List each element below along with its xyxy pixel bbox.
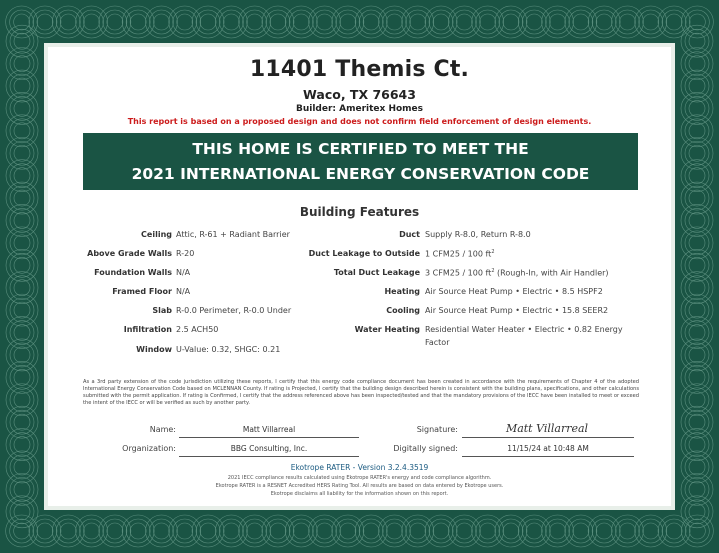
software-version: Ekotrope RATER - Version 3.2.4.3519 bbox=[290, 463, 429, 472]
signature-underline bbox=[462, 437, 634, 438]
total-leakage-note: (Rough-In, with Air Handler) bbox=[494, 268, 609, 278]
feature-label: Duct bbox=[399, 230, 420, 239]
footer-line-3: Ekotrope disclaims all liability for the information shown on this report. bbox=[270, 491, 449, 497]
design-disclaimer: This report is based on a proposed design and does not confirm field enforcement of design elements. bbox=[127, 117, 592, 126]
feature-label: Slab bbox=[152, 306, 172, 315]
feature-value bbox=[425, 268, 609, 278]
feature-label: Window bbox=[136, 345, 172, 354]
digitally-signed-label: Digitally signed: bbox=[393, 444, 458, 453]
footer-line-1: 2021 IECC compliance results calculated using Ekotrope RATER's energy and code compliance algorithm. bbox=[227, 475, 492, 481]
total-leakage-value: 3 CFM25 / 100 ft bbox=[425, 268, 492, 278]
footer-line-2: Ekotrope RATER is a RESNET Accredited HERS Rating Tool. All results are based on data entered by Ekotrope users. bbox=[215, 483, 504, 489]
banner-line-1: THIS HOME IS CERTIFIED TO MEET THE bbox=[192, 140, 529, 158]
feature-value bbox=[425, 249, 495, 259]
feature-value: 2.5 ACH50 bbox=[176, 325, 219, 334]
digitally-signed-underline bbox=[462, 456, 634, 457]
feature-label: Duct Leakage to Outside bbox=[308, 249, 420, 258]
feature-value: R-20 bbox=[176, 249, 195, 258]
certification-statement: As a 3rd party extension of the code jurisdiction utilizing these reports, I certify that this energy code compliance document has been created in accordance with the requirements of Chapter 4 of the adopted International Energy Conservation Code based on MCLENNAN County. If rating is Projected, I certify that the building design described herein is consistent with the building plans, specifications, and other calculations submitted with the permit application. If rating is Confirmed, I certify that the address referenced above has been inspected/tested and that the mandatory provisions of the IECC have been installed to meet or exceed the intent of the IECC or will be verified as such by another party. bbox=[83, 379, 639, 406]
feature-label: Infiltration bbox=[123, 325, 172, 334]
feature-value: Residential Water Heater • Electric • 0.82 Energy bbox=[425, 325, 623, 334]
feature-label: Total Duct Leakage bbox=[333, 268, 420, 277]
unit-superscript: 2 bbox=[491, 268, 495, 274]
feature-value: Supply R-8.0, Return R-8.0 bbox=[425, 230, 531, 239]
feature-value: Air Source Heat Pump • Electric • 15.8 SEER2 bbox=[425, 306, 609, 315]
certificate-paper bbox=[48, 47, 671, 506]
feature-value: Air Source Heat Pump • Electric • 8.5 HSPF2 bbox=[425, 287, 603, 296]
signature: Matt Villarreal bbox=[505, 422, 589, 435]
feature-value: U-Value: 0.32, SHGC: 0.21 bbox=[176, 345, 281, 354]
feature-label: Ceiling bbox=[141, 230, 172, 239]
property-city: Waco, TX 76643 bbox=[303, 87, 416, 102]
signature-label: Signature: bbox=[416, 425, 458, 434]
duct-leakage-value: 1 CFM25 / 100 ft bbox=[425, 249, 492, 259]
feature-value: R-0.0 Perimeter, R-0.0 Under bbox=[176, 306, 292, 315]
name-value: Matt Villarreal bbox=[242, 425, 296, 434]
banner-line-2: 2021 INTERNATIONAL ENERGY CONSERVATION CODE bbox=[131, 165, 590, 183]
organization-underline bbox=[179, 456, 359, 457]
feature-label: Above Grade Walls bbox=[87, 249, 172, 258]
feature-label: Framed Floor bbox=[112, 287, 172, 296]
digitally-signed-value: 11/15/24 at 10:48 AM bbox=[507, 444, 589, 453]
unit-superscript: 2 bbox=[491, 249, 495, 255]
feature-label: Water Heating bbox=[354, 325, 420, 334]
feature-label: Heating bbox=[384, 287, 420, 296]
property-address: 11401 Themis Ct. bbox=[249, 57, 470, 82]
builder-name: Builder: Ameritex Homes bbox=[295, 104, 424, 114]
feature-value: Attic, R-61 + Radiant Barrier bbox=[176, 230, 290, 239]
organization-label: Organization: bbox=[122, 444, 176, 453]
building-features-title: Building Features bbox=[299, 205, 420, 219]
feature-value: N/A bbox=[176, 287, 191, 296]
feature-value-continued: Factor bbox=[425, 338, 450, 347]
certification-banner bbox=[83, 133, 638, 190]
feature-label: Foundation Walls bbox=[94, 268, 172, 277]
feature-value: N/A bbox=[176, 268, 191, 277]
name-underline bbox=[179, 437, 359, 438]
organization-value: BBG Consulting, Inc. bbox=[230, 444, 308, 453]
feature-label: Cooling bbox=[386, 306, 420, 315]
name-label: Name: bbox=[149, 425, 176, 434]
